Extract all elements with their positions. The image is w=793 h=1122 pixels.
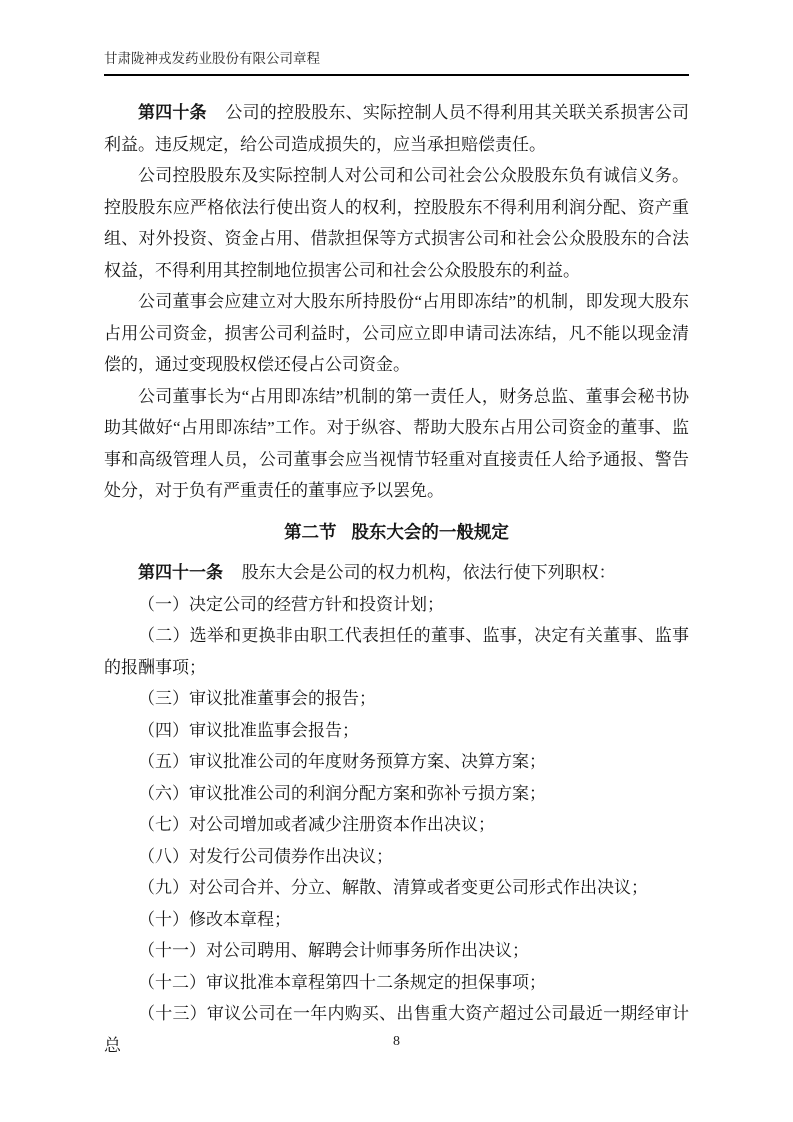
list-item-3: （三）审议批准董事会的报告； [138, 689, 376, 708]
list-item-8: （八）对发行公司债券作出决议； [138, 846, 393, 866]
section-heading [104, 517, 689, 549]
article-41-paragraph [104, 557, 689, 589]
paragraph-freeze-mechanism: 公司董事会应建立对大股东所持股份“占用即冻结”的机制，即发现大股东占用公司资金，损害公司利益时，公司应立即申请司法冻结，凡不能以现金清偿的，通过变现股权偿还侵占公司资金。 [104, 292, 689, 374]
list-item-9: （九）对公司合并、分立、解散、清算或者变更公司形式作出决议； [138, 878, 648, 897]
document-body [104, 97, 689, 1061]
article-41-label: 第四十一条 [138, 563, 223, 582]
article-40-paragraph [104, 97, 689, 160]
article-41-text: 股东大会是公司的权力机构，依法行使下列职权： [241, 563, 616, 582]
list-item-4: （四）审议批准监事会报告； [138, 720, 359, 740]
list-item-13: （十三）审议公司在一年内购买、出售重大资产超过公司最近一期经审计总 [104, 1004, 689, 1055]
list-item-7: （七）对公司增加或者减少注册资本作出决议； [138, 815, 495, 834]
section-heading-title: 股东大会的一般规定 [351, 521, 509, 542]
list-item-12: （十二）审议批准本章程第四十二条规定的担保事项； [138, 972, 546, 992]
paragraph-controlling-shareholder-duty: 公司控股股东及实际控制人对公司和公司社会公众股股东负有诚信义务。控股股东应严格依法行使出资人的权利，控股股东不得利用利润分配、资产重组、对外投资、资金占用、借款担保等方式损害公司和社会公众股股东的合法权益，不得利用其控制地位损害公司和社会公众股股东的利益。 [104, 166, 689, 280]
page-number: 8 [393, 1034, 400, 1049]
list-item-2: （二）选举和更换非由职工代表担任的董事、监事，决定有关董事、监事的报酬事项； [104, 626, 689, 677]
page-header [104, 50, 689, 76]
list-item-5: （五）审议批准公司的年度财务预算方案、决算方案； [138, 752, 546, 771]
section-heading-label: 第二节 [284, 521, 337, 542]
article-40-text: 公司的控股股东、实际控制人员不得利用其关联关系损害公司利益。违反规定，给公司造成损失的，应当承担赔偿责任。 [104, 103, 690, 154]
list-item-6: （六）审议批准公司的利润分配方案和弥补亏损方案； [138, 783, 546, 803]
list-item-10: （十）修改本章程； [138, 909, 291, 929]
list-item-1: （一）决定公司的经营方针和投资计划； [138, 594, 444, 614]
list-item-11: （十一）对公司聘用、解聘会计师事务所作出决议； [138, 941, 529, 960]
page-footer [0, 1034, 793, 1050]
paragraph-chairman-responsibility: 公司董事长为“占用即冻结”机制的第一责任人，财务总监、董事会秘书协助其做好“占用即冻结”工作。对于纵容、帮助大股东占用公司资金的董事、监事和高级管理人员，公司董事会应当视情节轻重对直接责任人给予通报、警告处分，对于负有严重责任的董事应予以罢免。 [104, 386, 689, 500]
article-40-label: 第四十条 [138, 103, 207, 122]
header-title: 甘肃陇神戎发药业股份有限公司章程 [104, 50, 689, 76]
